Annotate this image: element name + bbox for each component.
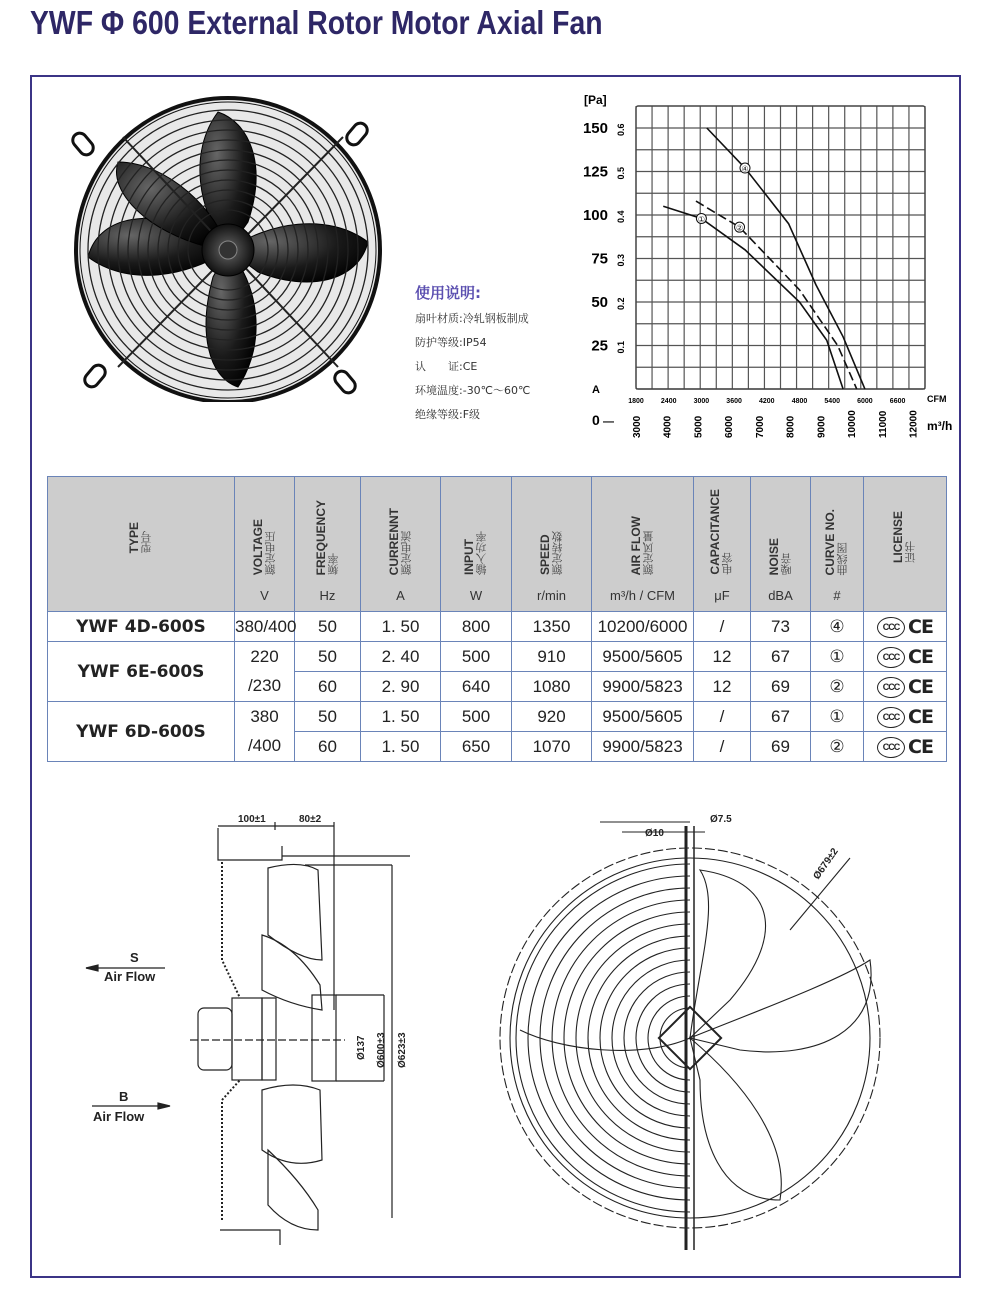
cell-freq: 50 — [295, 642, 361, 672]
cell-license — [864, 732, 947, 762]
usage-value: 冷轧钢板制成 — [462, 312, 529, 325]
header-cn: 频率 — [327, 553, 340, 575]
cell-current: 1. 50 — [361, 702, 441, 732]
table-row — [48, 702, 947, 732]
dim-blade: Ø600±3 — [376, 1032, 387, 1068]
usage-value: -30℃～60℃ — [462, 384, 531, 397]
axis-zero: 0 — [592, 412, 600, 428]
usage-item — [415, 307, 530, 331]
cell-cap: / — [694, 612, 751, 642]
header-cn: 电容 — [722, 553, 734, 575]
blade-top — [268, 864, 322, 960]
y-axis-secondary-ticks — [616, 123, 626, 353]
header-en: FREQUENCY — [313, 499, 328, 575]
page-title: YWF Φ 600 External Rotor Motor Axial Fan — [30, 4, 603, 41]
x-tick-m3h: 7000 — [754, 415, 766, 438]
header-en: SPEED — [537, 534, 552, 575]
header-unit: dBA — [768, 588, 793, 603]
bracket-top — [218, 828, 282, 860]
y-secondary-tick: 0.6 — [616, 123, 626, 136]
table-row — [48, 612, 947, 642]
y-tick: 125 — [582, 163, 608, 181]
axis-marker: A — [592, 384, 600, 396]
usage-item — [415, 403, 530, 427]
cell-speed: 920 — [512, 702, 592, 732]
voltage: /230 — [235, 672, 295, 702]
voltage: 380 — [235, 702, 295, 732]
dim-top-1: 100±1 — [238, 814, 266, 825]
y-secondary-tick: 0.4 — [616, 210, 626, 223]
flow-s-letter: S — [130, 950, 139, 965]
fan-product-photo — [48, 92, 408, 402]
cell-curve: ② — [811, 732, 864, 762]
cell-speed: 1080 — [512, 672, 592, 702]
column-header — [864, 477, 947, 612]
column-header — [361, 477, 441, 612]
x-axis-m3h-ticks — [632, 410, 920, 438]
usage-label: 扇叶材质: — [415, 312, 463, 325]
header-unit: μF — [714, 588, 730, 603]
curve-label: ① — [697, 214, 705, 224]
x-tick-m3h: 8000 — [785, 415, 797, 438]
usage-label: 认 证: — [415, 360, 463, 373]
table-row — [48, 642, 947, 672]
cell-curve: ④ — [811, 612, 864, 642]
x-tick-cfm: 6600 — [889, 398, 906, 405]
ce-mark-icon: CE — [908, 676, 933, 699]
column-header — [811, 477, 864, 612]
voltage: 380/400 — [235, 612, 295, 642]
y-secondary-tick: 0.2 — [616, 297, 626, 310]
x-tick-m3h: 5000 — [693, 415, 705, 438]
column-header — [512, 477, 592, 612]
cell-cap: / — [694, 702, 751, 732]
x-tick-cfm: 3000 — [693, 398, 710, 405]
header-cn: 曲线图 — [837, 542, 849, 575]
header-unit: W — [469, 588, 483, 603]
usage-value: CE — [462, 360, 478, 373]
header-unit: m³/h / CFM — [610, 588, 675, 603]
header-cn: 额定电流 — [400, 531, 413, 575]
rotor-housing — [312, 995, 336, 1081]
usage-heading: 使用说明: — [415, 284, 481, 302]
cell-airflow: 10200/6000 — [592, 612, 694, 642]
cell-input: 640 — [441, 672, 512, 702]
cell-airflow: 9500/5605 — [592, 642, 694, 672]
cell-curve: ② — [811, 672, 864, 702]
specification-table — [47, 476, 947, 762]
arrow-left-icon — [86, 965, 98, 971]
cell-freq: 50 — [295, 612, 361, 642]
y-tick: 25 — [591, 337, 608, 355]
curve-3 — [663, 206, 843, 389]
header-cn: 额定风量 — [642, 531, 655, 575]
cell-current: 1. 50 — [361, 612, 441, 642]
dim-hub: Ø137 — [356, 1035, 367, 1060]
usage-item — [415, 355, 530, 379]
x-tick-cfm: 2400 — [660, 398, 677, 405]
header-unit: r/min — [537, 588, 566, 603]
x-tick-m3h: 12000 — [908, 410, 920, 438]
ccc-mark-icon: CCC — [877, 737, 905, 758]
cell-input: 650 — [441, 732, 512, 762]
ce-mark-icon: CE — [908, 706, 933, 729]
x-tick-cfm: 1800 — [628, 398, 644, 405]
header-en: LICENSE — [891, 511, 905, 564]
blade-bottom — [268, 1150, 318, 1230]
cell-airflow: 9500/5605 — [592, 702, 694, 732]
column-header — [295, 477, 361, 612]
x-tick-m3h: 6000 — [724, 415, 736, 438]
ccc-mark-icon: CCC — [877, 647, 905, 668]
cell-noise: 67 — [751, 702, 811, 732]
header-unit: Hz — [319, 588, 336, 603]
header-unit: V — [260, 588, 269, 603]
axis-marker: — — [603, 416, 614, 428]
curve-label: ② — [735, 223, 744, 233]
header-unit: # — [833, 588, 841, 603]
header-en: TYPE — [127, 521, 141, 554]
cell-license — [864, 672, 947, 702]
header-en: AIR FLOW — [628, 515, 643, 575]
cell-freq: 50 — [295, 702, 361, 732]
usage-label: 防护等级: — [415, 336, 463, 349]
cell-input: 500 — [441, 702, 512, 732]
y-tick: 50 — [591, 294, 608, 311]
cell-license — [864, 702, 947, 732]
cell-freq: 60 — [295, 672, 361, 702]
header-cn: 额定转数 — [551, 531, 564, 575]
header-unit: A — [396, 588, 405, 603]
ccc-mark-icon: CCC — [877, 677, 905, 698]
ce-mark-icon: CE — [908, 646, 933, 669]
y-secondary-tick: 0.1 — [616, 340, 626, 354]
cell-cap: 12 — [694, 642, 751, 672]
x-tick-cfm: 4800 — [791, 398, 808, 405]
usage-notes — [415, 282, 530, 427]
header-en: CURRENNT — [386, 507, 401, 575]
front-view-drawing — [490, 800, 930, 1260]
x-tick-m3h: 9000 — [816, 415, 828, 438]
curve-label: ④ — [741, 164, 749, 174]
y-axis-ticks — [583, 120, 608, 355]
header-en: CURVE NO. — [823, 508, 837, 575]
cell-noise: 67 — [751, 642, 811, 672]
cell-current: 2. 90 — [361, 672, 441, 702]
cell-speed: 910 — [512, 642, 592, 672]
x-tick-cfm: 5400 — [824, 398, 840, 405]
usage-value: F级 — [462, 408, 481, 421]
x-tick-m3h: 4000 — [662, 415, 674, 438]
usage-label: 绝缘等级: — [415, 408, 463, 421]
cell-noise: 69 — [751, 672, 811, 702]
y-secondary-tick: 0.5 — [616, 166, 626, 180]
cell-current: 2. 40 — [361, 642, 441, 672]
cell-current: 1. 50 — [361, 732, 441, 762]
header-en: VOLTAGE — [250, 518, 265, 575]
ccc-mark-icon: CCC — [877, 617, 905, 638]
header-cn: 噪音 — [780, 553, 793, 575]
column-header — [235, 477, 295, 612]
y-tick: 150 — [582, 120, 608, 137]
x-axis-cfm-ticks — [628, 398, 905, 405]
cell-freq: 60 — [295, 732, 361, 762]
y-tick: 75 — [591, 250, 608, 268]
x-axis-label-m3h: m³/h — [927, 419, 953, 433]
chart-grid — [636, 106, 925, 389]
table-header-row — [48, 477, 947, 612]
x-tick-cfm: 6000 — [857, 398, 873, 405]
flow-b-label: Air Flow — [93, 1109, 145, 1124]
header-en: INPUT — [462, 539, 476, 575]
dim-hole: Ø10 — [645, 828, 664, 839]
column-header — [592, 477, 694, 612]
ce-mark-icon: CE — [908, 736, 933, 759]
y-tick: 100 — [582, 207, 608, 224]
side-view-drawing — [80, 800, 410, 1260]
dim-rod: Ø7.5 — [710, 814, 732, 825]
usage-label: 环境温度: — [415, 384, 463, 397]
cell-curve: ① — [811, 642, 864, 672]
x-tick-m3h: 3000 — [632, 415, 643, 438]
cell-noise: 73 — [751, 612, 811, 642]
column-header — [694, 477, 751, 612]
voltage: 220 — [235, 642, 295, 672]
cell-airflow: 9900/5823 — [592, 672, 694, 702]
cell-license — [864, 612, 947, 642]
cell-speed: 1070 — [512, 732, 592, 762]
cell-noise: 69 — [751, 732, 811, 762]
header-cn: 额定电压 — [264, 531, 277, 575]
ccc-mark-icon: CCC — [877, 707, 905, 728]
voltage: /400 — [235, 732, 295, 762]
flow-s-label: Air Flow — [104, 969, 156, 984]
header-cn: 输入功率 — [476, 531, 488, 575]
cell-airflow: 9900/5823 — [592, 732, 694, 762]
cell-cap: / — [694, 732, 751, 762]
x-tick-cfm: 3600 — [726, 398, 742, 405]
x-tick-m3h: 10000 — [847, 410, 859, 438]
x-tick-cfm: 4200 — [759, 398, 775, 405]
flow-b-letter: B — [119, 1089, 129, 1104]
x-tick-m3h: 11000 — [877, 410, 889, 438]
usage-value: IP54 — [462, 336, 487, 349]
model-type: YWF 6E-600S — [48, 642, 235, 702]
x-axis-label-cfm: CFM — [927, 394, 947, 404]
performance-curve-chart — [580, 86, 960, 446]
dim-guard: Ø623±3 — [397, 1032, 408, 1068]
cell-input: 500 — [441, 642, 512, 672]
cell-curve: ① — [811, 702, 864, 732]
usage-item — [415, 331, 530, 355]
y-secondary-tick: 0.3 — [616, 253, 626, 267]
cell-speed: 1350 — [512, 612, 592, 642]
header-en: NOISE — [766, 537, 781, 575]
column-header — [751, 477, 811, 612]
column-header — [48, 477, 235, 612]
dim-top-2: 80±2 — [299, 814, 322, 825]
ce-mark-icon: CE — [908, 616, 933, 639]
curve-2 — [696, 201, 857, 389]
usage-item — [415, 379, 530, 403]
model-type: YWF 4D-600S — [48, 612, 235, 642]
cell-license — [864, 642, 947, 672]
dim-mount: Ø679±2 — [811, 846, 841, 882]
header-cn: 型号 — [141, 531, 153, 554]
model-type: YWF 6D-600S — [48, 702, 235, 762]
column-header — [441, 477, 512, 612]
header-en: CAPACITANCE — [708, 489, 722, 575]
cell-cap: 12 — [694, 672, 751, 702]
y-axis-label: [Pa] — [584, 93, 607, 107]
cell-input: 800 — [441, 612, 512, 642]
arrow-right-icon — [158, 1103, 170, 1109]
header-cn: 证书 — [905, 541, 917, 564]
terminal-box — [198, 1008, 232, 1070]
